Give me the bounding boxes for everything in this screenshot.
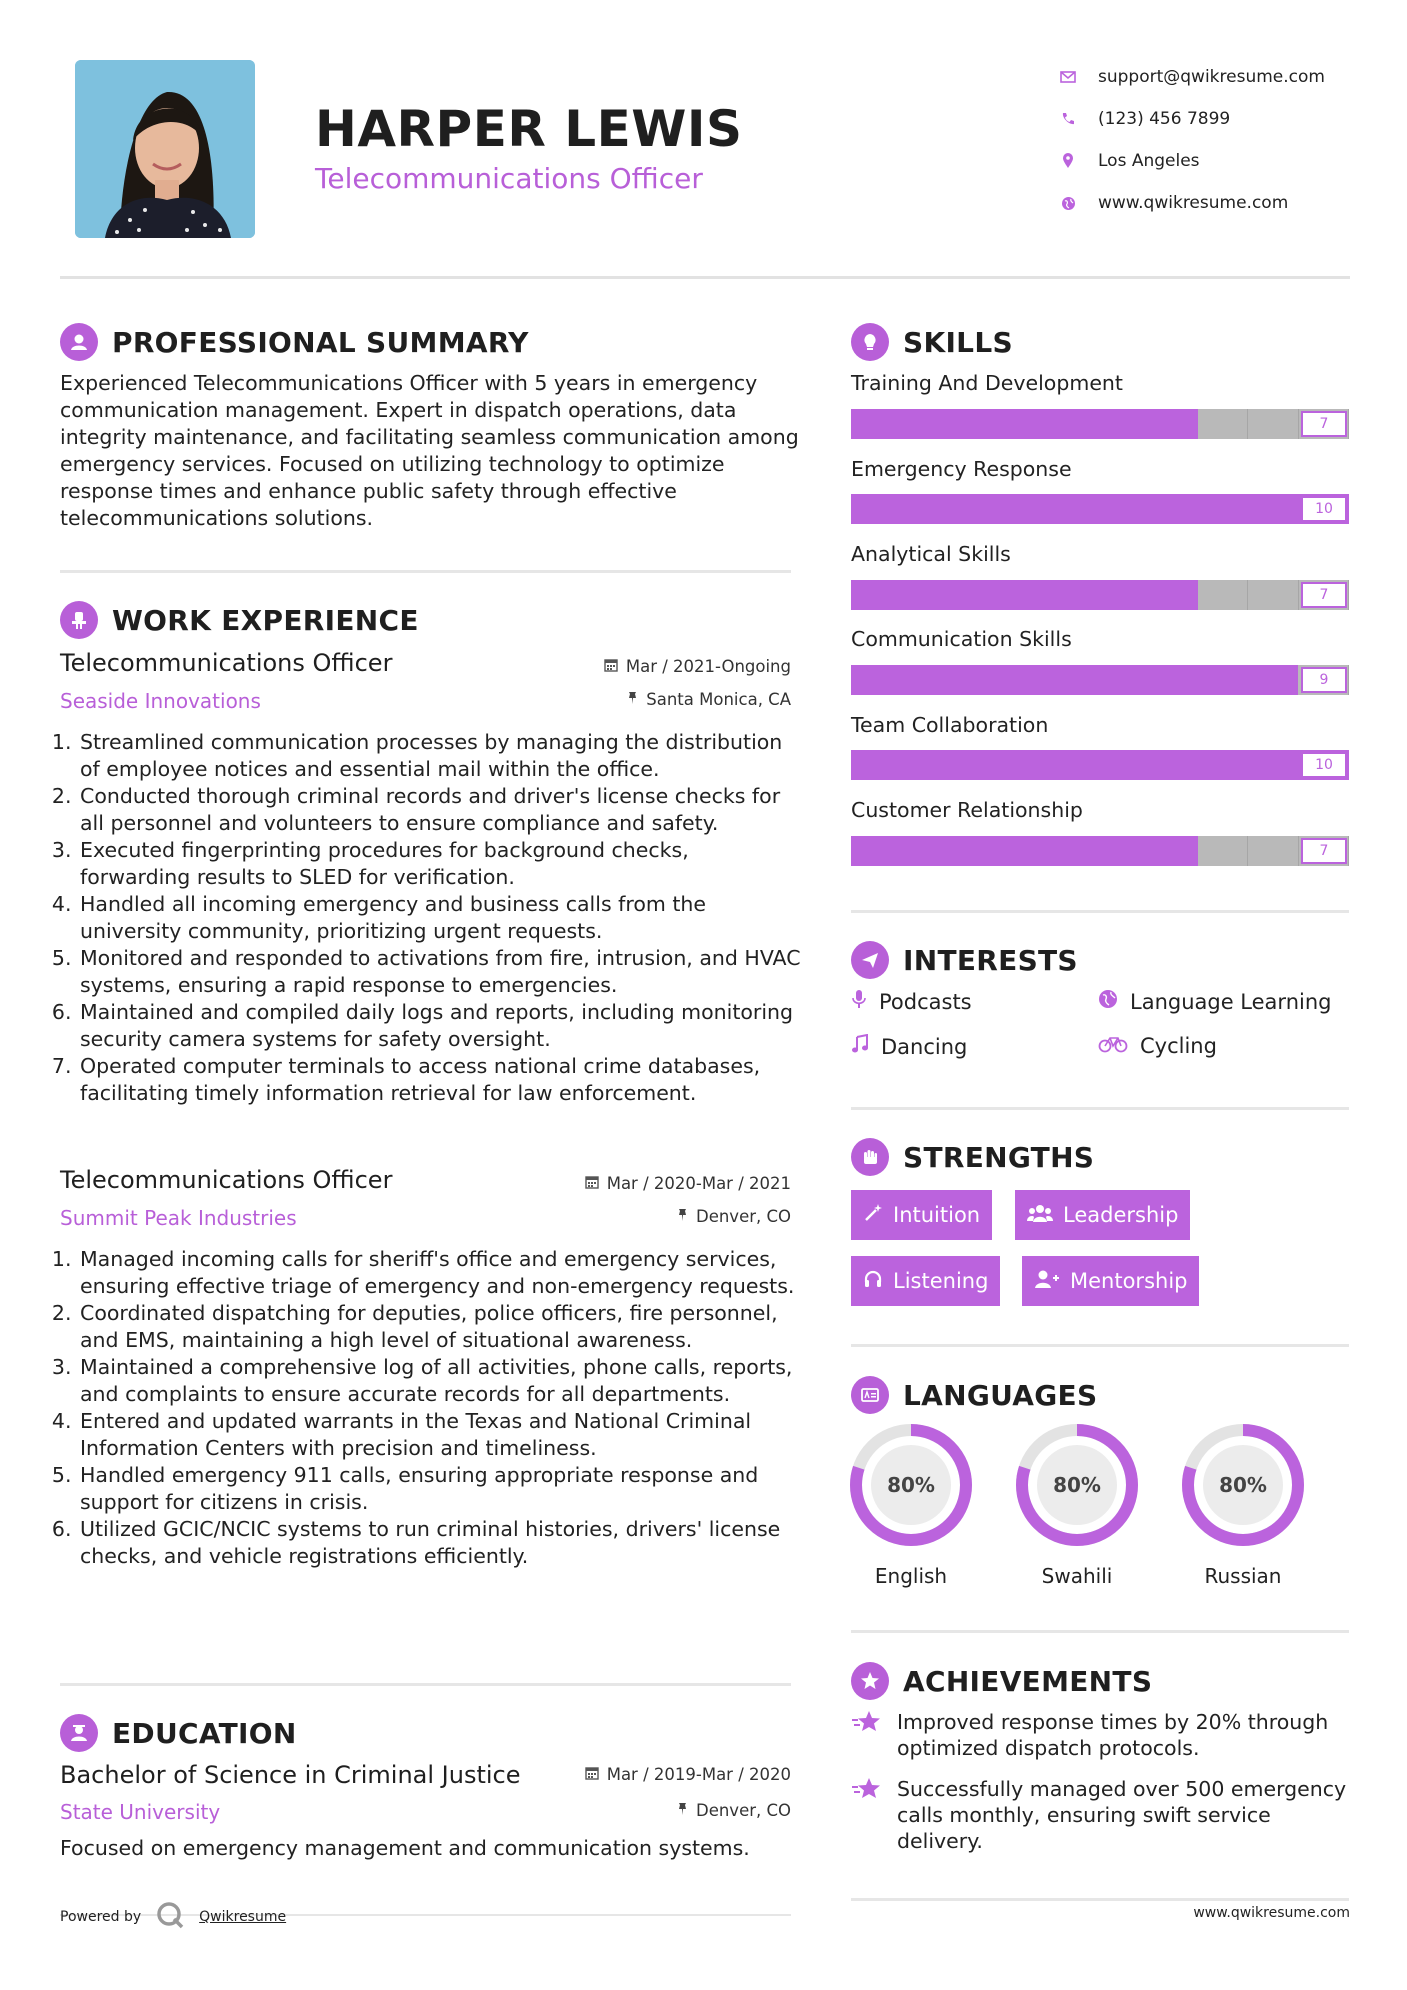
skill-segment xyxy=(1050,665,1100,695)
section-title: STRENGTHS xyxy=(903,1140,1095,1174)
section-title: EDUCATION xyxy=(112,1716,297,1750)
interest-item xyxy=(851,1034,967,1059)
skill-bar xyxy=(851,580,1349,610)
skill-segment xyxy=(1000,750,1050,780)
skill-segment xyxy=(901,580,951,610)
job-date-text: Mar / 2020-Mar / 2021 xyxy=(606,1174,791,1193)
languages-heading xyxy=(851,1376,1097,1414)
contact-text: (123) 456 7899 xyxy=(1098,109,1231,129)
section-divider xyxy=(851,1344,1349,1347)
section-divider xyxy=(851,910,1349,913)
strength-label: Mentorship xyxy=(1070,1269,1188,1293)
education-date xyxy=(585,1765,791,1784)
contact-location xyxy=(1050,140,1325,182)
star-icon xyxy=(851,1776,883,1854)
header-divider xyxy=(60,276,1350,279)
pushpin-icon xyxy=(627,690,638,709)
skill-segment xyxy=(851,836,901,866)
language-card-icon xyxy=(851,1376,889,1414)
skill-segment xyxy=(851,494,901,524)
list-item: 6. Maintained and compiled daily logs and reports, including monitoring security camera systems for safety oversight. xyxy=(78,999,803,1053)
mail-icon xyxy=(1050,71,1086,83)
skill-score: 10 xyxy=(1301,496,1347,522)
list-item: 4. Handled all incoming emergency and business calls from the university community, prioritizing urgent requests. xyxy=(78,891,803,945)
skill-segment xyxy=(1150,494,1200,524)
briefcase-icon xyxy=(60,601,98,639)
achievements-heading xyxy=(851,1662,1152,1700)
skill-segment xyxy=(851,580,901,610)
skill-segment xyxy=(851,665,901,695)
language-ring xyxy=(1180,1422,1306,1548)
skill-segment xyxy=(1200,494,1250,524)
skill-segment xyxy=(1049,409,1099,439)
skill-score: 7 xyxy=(1301,411,1347,437)
microphone-icon xyxy=(851,989,867,1014)
skill-segment xyxy=(1150,750,1200,780)
phone-icon xyxy=(1050,112,1086,126)
skill-segment xyxy=(1148,409,1198,439)
skill-segment xyxy=(951,750,1001,780)
bicycle-icon xyxy=(1098,1034,1128,1058)
job-title: Telecommunications Officer xyxy=(60,1166,393,1194)
strength-tag xyxy=(1022,1256,1199,1306)
skill-segment xyxy=(1200,750,1250,780)
section-divider xyxy=(851,1630,1349,1633)
degree-title: Bachelor of Science in Criminal Justice xyxy=(60,1761,521,1789)
skill-segment xyxy=(1148,580,1198,610)
contact-website[interactable] xyxy=(1050,182,1325,224)
calendar-icon xyxy=(585,1174,599,1193)
skill-segment xyxy=(901,750,951,780)
powered-by-text: Powered by xyxy=(60,1909,142,1925)
education-description: Focused on emergency management and communication systems. xyxy=(60,1836,750,1860)
achievement-text: Improved response times by 20% through optimized dispatch protocols. xyxy=(897,1710,1329,1760)
list-item: 4. Entered and updated warrants in the Texas and National Criminal Information Centers with precision and timeliness. xyxy=(78,1408,803,1462)
skill-segment xyxy=(1100,665,1150,695)
skill-segment xyxy=(1000,836,1050,866)
pushpin-icon xyxy=(677,1801,688,1820)
skill-segment xyxy=(1249,750,1299,780)
strength-tag xyxy=(1015,1190,1190,1240)
section-title: ACHIEVEMENTS xyxy=(903,1664,1153,1698)
pushpin-icon xyxy=(677,1207,688,1226)
globe-icon xyxy=(1098,989,1118,1014)
school-name: State University xyxy=(60,1800,221,1824)
skill-segment xyxy=(1099,409,1149,439)
skill-name: Analytical Skills xyxy=(851,542,1011,566)
job-date xyxy=(585,1174,791,1193)
skills-heading xyxy=(851,323,1013,361)
section-divider xyxy=(60,1683,791,1686)
contact-text: support@qwikresume.com xyxy=(1098,67,1325,87)
skill-segment xyxy=(1000,580,1050,610)
skill-name: Team Collaboration xyxy=(851,713,1049,737)
graduation-icon xyxy=(60,1714,98,1752)
qwikresume-logo-icon xyxy=(155,1900,185,1934)
interests-heading xyxy=(851,941,1078,979)
skill-segment xyxy=(1248,580,1299,610)
list-item: 6. Utilized GCIC/NCIC systems to run criminal histories, drivers' license checks, and vehicle registrations efficiently. xyxy=(78,1516,803,1570)
job-date-text: Mar / 2021-Ongoing xyxy=(625,657,791,676)
location-pin-icon xyxy=(1050,153,1086,169)
list-item: 3. Maintained a comprehensive log of all activities, phone calls, reports, and complaints to ensure accurate records for all departments. xyxy=(78,1354,803,1408)
skill-segment xyxy=(950,409,1000,439)
skill-segment xyxy=(951,494,1001,524)
skill-segment xyxy=(851,750,901,780)
fist-icon xyxy=(851,1138,889,1176)
achievement-item xyxy=(851,1776,1351,1854)
skill-segment xyxy=(1000,494,1050,524)
list-item: 5. Monitored and responded to activations from fire, intrusion, and HVAC systems, ensuring a rapid response to emergencies. xyxy=(78,945,803,999)
skill-segment xyxy=(950,580,1000,610)
skill-bar xyxy=(851,494,1349,524)
skill-segment xyxy=(1249,665,1299,695)
skill-segment xyxy=(1050,494,1100,524)
skill-score: 9 xyxy=(1301,667,1347,693)
footer-powered-by xyxy=(60,1900,286,1934)
skill-segment xyxy=(901,409,951,439)
achievement-text: Successfully managed over 500 emergency calls monthly, ensuring swift service delivery. xyxy=(897,1777,1347,1853)
interest-item xyxy=(851,989,972,1014)
lightbulb-icon xyxy=(851,323,889,361)
skill-bar xyxy=(851,836,1349,866)
contact-phone[interactable] xyxy=(1050,98,1325,140)
skill-segment xyxy=(1100,494,1150,524)
interest-item xyxy=(1098,1034,1217,1058)
skill-score: 7 xyxy=(1301,582,1347,608)
skill-segment xyxy=(1198,836,1249,866)
calendar-icon xyxy=(604,657,618,676)
language-percent: 80% xyxy=(1219,1473,1267,1497)
skill-segment xyxy=(950,836,1000,866)
calendar-icon xyxy=(585,1765,599,1784)
language-percent: 80% xyxy=(887,1473,935,1497)
strength-tag xyxy=(851,1190,992,1240)
section-divider xyxy=(60,570,791,573)
headphones-icon xyxy=(863,1269,883,1294)
education-heading xyxy=(60,1714,297,1752)
list-item: 5. Handled emergency 911 calls, ensuring appropriate response and support for citizens in crisis. xyxy=(78,1462,803,1516)
brand-link[interactable]: Qwikresume xyxy=(199,1909,287,1925)
candidate-role: Telecommunications Officer xyxy=(315,162,703,195)
candidate-name: HARPER LEWIS xyxy=(315,100,743,158)
list-item: 2. Coordinated dispatching for deputies, police officers, fire personnel, and EMS, maintaining a high level of situational awareness. xyxy=(78,1300,803,1354)
user-icon xyxy=(60,323,98,361)
education-location-text: Denver, CO xyxy=(695,1801,791,1820)
section-title: PROFESSIONAL SUMMARY xyxy=(112,325,529,359)
skill-score: 7 xyxy=(1301,838,1347,864)
skill-name: Customer Relationship xyxy=(851,798,1083,822)
skill-bar xyxy=(851,665,1349,695)
language-percent: 80% xyxy=(1053,1473,1101,1497)
strength-label: Listening xyxy=(893,1269,989,1293)
section-title: SKILLS xyxy=(903,325,1013,359)
list-item: 2. Conducted thorough criminal records and driver's license checks for all personnel and volunteers to ensure compliance and safety. xyxy=(78,783,803,837)
skill-segment xyxy=(1249,494,1299,524)
skill-segment xyxy=(901,836,951,866)
contact-list xyxy=(1050,56,1325,224)
strengths-heading xyxy=(851,1138,1094,1176)
interest-label: Podcasts xyxy=(879,989,972,1014)
footer-divider xyxy=(851,1898,1349,1901)
skill-segment xyxy=(1248,836,1299,866)
skill-segment xyxy=(1050,750,1100,780)
contact-email[interactable] xyxy=(1050,56,1325,98)
job-bullets xyxy=(58,1246,803,1570)
language-item xyxy=(1014,1422,1140,1588)
job-company: Summit Peak Industries xyxy=(60,1206,297,1230)
skill-segment xyxy=(1148,836,1198,866)
section-divider xyxy=(851,1107,1349,1110)
skill-segment xyxy=(1049,580,1099,610)
star-icon xyxy=(851,1709,883,1761)
skill-segment xyxy=(1000,665,1050,695)
list-item: 1. Streamlined communication processes by managing the distribution of employee notices and essential mail within the office. xyxy=(78,729,803,783)
summary-heading xyxy=(60,323,529,361)
profile-photo xyxy=(75,60,255,238)
section-title: LANGUAGES xyxy=(903,1378,1098,1412)
skill-bar xyxy=(851,409,1349,439)
contact-text: Los Angeles xyxy=(1098,151,1200,171)
list-item: 7. Operated computer terminals to access national crime databases, facilitating timely information retrieval for law enforcement. xyxy=(78,1053,803,1107)
paper-plane-icon xyxy=(851,941,889,979)
job-location-text: Santa Monica, CA xyxy=(646,690,791,709)
job-bullets xyxy=(58,729,803,1107)
skill-segment xyxy=(1099,836,1149,866)
skill-segment xyxy=(851,409,901,439)
contact-text: www.qwikresume.com xyxy=(1098,193,1289,213)
language-item xyxy=(1180,1422,1306,1588)
skill-segment xyxy=(1099,580,1149,610)
interest-label: Language Learning xyxy=(1130,989,1332,1014)
education-date-text: Mar / 2019-Mar / 2020 xyxy=(606,1765,791,1784)
interest-label: Dancing xyxy=(881,1034,968,1059)
skill-score: 10 xyxy=(1301,752,1347,778)
magic-wand-icon xyxy=(863,1203,883,1228)
language-name: Russian xyxy=(1204,1564,1282,1588)
skill-bar xyxy=(851,750,1349,780)
user-plus-icon xyxy=(1034,1269,1060,1294)
job-date xyxy=(604,657,791,676)
skill-segment xyxy=(1198,409,1249,439)
skill-segment xyxy=(901,494,951,524)
footer-url[interactable]: www.qwikresume.com xyxy=(1193,1905,1350,1921)
job-location xyxy=(677,1207,791,1226)
language-item xyxy=(848,1422,974,1588)
star-badge-icon xyxy=(851,1662,889,1700)
skill-segment xyxy=(1100,750,1150,780)
strength-tag xyxy=(851,1256,1000,1306)
section-title: WORK EXPERIENCE xyxy=(112,603,419,637)
job-company: Seaside Innovations xyxy=(60,689,261,713)
skill-segment xyxy=(1049,836,1099,866)
interest-label: Cycling xyxy=(1140,1034,1217,1058)
language-name: English xyxy=(874,1564,948,1588)
skill-name: Training And Development xyxy=(851,371,1123,395)
summary-text: Experienced Telecommunications Officer with 5 years in emergency communication management. Expert in dispatch operations, data integrity maintenance, and facilitating seamless communication among emergency services. Focused on utilizing technology to optimize response times and enhance public safety through effective telecommunications solutions. xyxy=(60,371,799,530)
language-ring xyxy=(848,1422,974,1548)
language-name: Swahili xyxy=(1041,1564,1113,1588)
strength-label: Leadership xyxy=(1063,1203,1179,1227)
skill-segment xyxy=(950,665,1000,695)
section-title: INTERESTS xyxy=(903,943,1078,977)
language-ring xyxy=(1014,1422,1140,1548)
skill-segment xyxy=(1199,665,1249,695)
skill-name: Emergency Response xyxy=(851,457,1072,481)
job-title: Telecommunications Officer xyxy=(60,649,393,677)
list-item: 3. Executed fingerprinting procedures for background checks, forwarding results to SLED for verification. xyxy=(78,837,803,891)
education-location xyxy=(677,1801,791,1820)
skill-segment xyxy=(1000,409,1050,439)
skill-segment xyxy=(1149,665,1199,695)
skill-segment xyxy=(901,665,951,695)
work-heading xyxy=(60,601,419,639)
job-location xyxy=(627,690,791,709)
achievement-item xyxy=(851,1709,1351,1761)
list-item: 1. Managed incoming calls for sheriff's office and emergency services, ensuring effective triage of emergency and non-emergency requests. xyxy=(78,1246,803,1300)
skill-segment xyxy=(1248,409,1299,439)
skill-segment xyxy=(1198,580,1249,610)
strength-label: Intuition xyxy=(893,1203,981,1227)
interest-item xyxy=(1098,989,1331,1014)
music-note-icon xyxy=(851,1034,869,1059)
skill-name: Communication Skills xyxy=(851,627,1072,651)
job-location-text: Denver, CO xyxy=(695,1207,791,1226)
users-icon xyxy=(1027,1203,1053,1228)
globe-icon xyxy=(1050,196,1086,211)
